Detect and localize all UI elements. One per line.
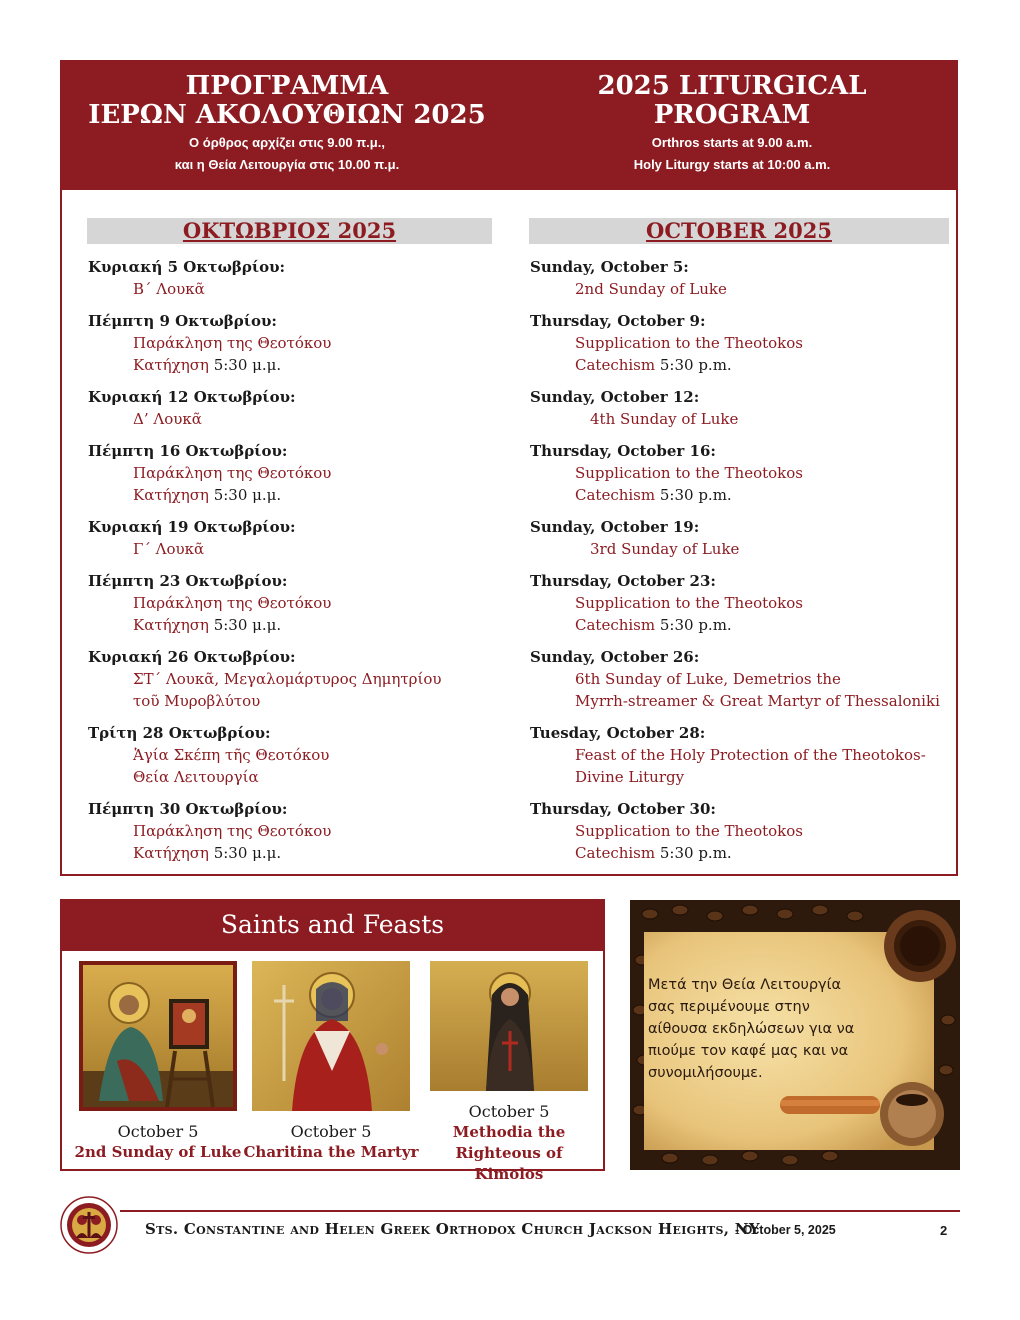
saint-card-methodia: [421, 961, 597, 1185]
schedule-entry: [88, 646, 508, 712]
entry-service: Divine Liturgy: [575, 768, 685, 786]
coffee-text-line: πιούμε τον καφέ μας και να: [648, 1043, 849, 1059]
entry-service: Παράκληση της Θεοτόκου: [133, 464, 332, 482]
schedule-entry: [88, 798, 508, 864]
entry-service: 3rd Sunday of Luke: [590, 540, 740, 558]
catechism-time: 5:30 μ.μ.: [208, 356, 282, 374]
english-header: [512, 72, 952, 176]
liturgical-program-box: [60, 60, 958, 876]
entry-date: Κυριακή 19 Οκτωβρίου:: [88, 518, 296, 536]
catechism-time: 5:30 p.m.: [655, 844, 732, 862]
greek-month-heading: ΟΚΤΩΒΡΙΟΣ 2025: [87, 218, 492, 244]
coffee-text-line: Μετά την Θεία Λειτουργία: [648, 977, 842, 993]
entry-date: Τρίτη 28 Οκτωβρίου:: [88, 724, 271, 742]
page-number: 2: [940, 1223, 948, 1238]
greek-schedule: [88, 256, 508, 874]
entry-catechism: [88, 842, 508, 864]
schedule-entry: [530, 570, 950, 636]
entry-date: Thursday, October 9:: [530, 312, 706, 330]
greek-liturgy-time: και η Θεία Λειτουργία στις 10.00 π.μ.: [174, 157, 400, 172]
catechism-label: Κατήχηση: [133, 356, 209, 374]
entry-service: Παράκληση της Θεοτόκου: [133, 594, 332, 612]
entry-service: 2nd Sunday of Luke: [575, 280, 727, 298]
english-schedule: [530, 256, 950, 874]
entry-catechism: [530, 842, 950, 864]
entry-date: Thursday, October 30:: [530, 800, 716, 818]
coffee-text-line: συνομιλήσουμε.: [648, 1065, 763, 1081]
catechism-label: Catechism: [575, 486, 656, 504]
program-header: [62, 62, 956, 190]
entry-date: Thursday, October 16:: [530, 442, 716, 460]
catechism-time: 5:30 μ.μ.: [208, 616, 282, 634]
entry-date: Sunday, October 12:: [530, 388, 700, 406]
coffee-text-line: σας περιμένουμε στην: [648, 999, 810, 1015]
entry-date: Κυριακή 12 Οκτωβρίου:: [88, 388, 296, 406]
entry-date: Πέμπτη 16 Οκτωβρίου:: [88, 442, 288, 460]
entry-service: Ἁγία Σκέπη τῆς Θεοτόκου: [133, 746, 330, 764]
entry-date: Πέμπτη 23 Οκτωβρίου:: [88, 572, 288, 590]
saint-name-line2: Righteous of Kimolos: [455, 1144, 563, 1183]
entry-service: Β΄ Λουκᾶ: [133, 280, 205, 298]
schedule-entry: [530, 646, 950, 712]
schedule-entry: [530, 722, 950, 788]
icon-st-luke-image: [79, 961, 237, 1111]
catechism-label: Catechism: [575, 844, 656, 862]
entry-service: Feast of the Holy Protection of the Theotokos-: [575, 746, 926, 764]
entry-service: Supplication to the Theotokos: [575, 464, 803, 482]
catechism-label: Catechism: [575, 356, 656, 374]
schedule-entry: [530, 310, 950, 376]
catechism-time: 5:30 μ.μ.: [208, 486, 282, 504]
saints-and-feasts-box: [60, 899, 605, 1183]
entry-service: Supplication to the Theotokos: [575, 822, 803, 840]
schedule-entry: [530, 516, 950, 560]
entry-catechism: [530, 614, 950, 636]
entry-catechism: [530, 354, 950, 376]
schedule-entry: [88, 722, 508, 788]
entry-date: Sunday, October 26:: [530, 648, 700, 666]
entry-service: 4th Sunday of Luke: [590, 410, 739, 428]
footer-date: - October 5, 2025: [735, 1223, 836, 1237]
entry-service: Myrrh-streamer & Great Martyr of Thessaloniki: [575, 692, 940, 710]
schedule-entry: [88, 386, 508, 430]
catechism-label: Κατήχηση: [133, 616, 209, 634]
english-title-line1: 2025 LITURGICAL: [597, 71, 867, 101]
church-seal-logo: [60, 1196, 118, 1254]
saint-date: October 5: [117, 1122, 199, 1141]
english-title-line2: PROGRAM: [653, 100, 811, 130]
entry-service: Supplication to the Theotokos: [575, 594, 803, 612]
schedule-entry: [88, 516, 508, 560]
saint-name: 2nd Sunday of Luke: [74, 1143, 242, 1161]
greek-title-line1: ΠΡΟΓΡΑΜΜΑ: [185, 71, 389, 101]
footer-divider: [120, 1210, 960, 1212]
entry-service: Παράκληση της Θεοτόκου: [133, 334, 332, 352]
entry-service: Supplication to the Theotokos: [575, 334, 803, 352]
entry-service: Γ΄ Λουκᾶ: [133, 540, 205, 558]
coffee-text-line: αίθουσα εκδηλώσεων για να: [648, 1021, 855, 1037]
entry-service: 6th Sunday of Luke, Demetrios the: [575, 670, 841, 688]
schedule-entry: [530, 798, 950, 864]
schedule-entry: [88, 570, 508, 636]
saint-card-charitina: [243, 961, 419, 1163]
catechism-time: 5:30 μ.μ.: [208, 844, 282, 862]
english-month-heading: OCTOBER 2025: [529, 218, 949, 244]
icon-methodia-image: [430, 961, 588, 1091]
entry-catechism: [88, 484, 508, 506]
entry-date: Κυριακή 5 Οκτωβρίου:: [88, 258, 286, 276]
footer-church-name: Sts. Constantine and Helen Greek Orthodox Church Jackson Heights, NY: [145, 1220, 760, 1238]
entry-date: Sunday, October 5:: [530, 258, 689, 276]
entry-service: Παράκληση της Θεοτόκου: [133, 822, 332, 840]
saints-title: Saints and Feasts: [62, 901, 603, 951]
entry-date: Sunday, October 19:: [530, 518, 700, 536]
saint-date: October 5: [290, 1122, 372, 1141]
catechism-label: Κατήχηση: [133, 486, 209, 504]
greek-orthros-time: Ο όρθρος αρχίζει στις 9.00 π.μ.,: [189, 135, 385, 150]
entry-date: Κυριακή 26 Οκτωβρίου:: [88, 648, 296, 666]
greek-header: [67, 72, 507, 176]
saint-name-line1: Methodia the: [452, 1123, 566, 1141]
entry-service: τοῦ Μυροβλύτου: [133, 692, 261, 710]
catechism-time: 5:30 p.m.: [655, 356, 732, 374]
schedule-entry: [88, 440, 508, 506]
english-orthros-time: Orthros starts at 9.00 a.m.: [651, 135, 813, 150]
entry-catechism: [530, 484, 950, 506]
entry-catechism: [88, 614, 508, 636]
catechism-label: Κατήχηση: [133, 844, 209, 862]
catechism-time: 5:30 p.m.: [655, 616, 732, 634]
entry-date: Πέμπτη 30 Οκτωβρίου:: [88, 800, 288, 818]
schedule-entry: [530, 256, 950, 300]
catechism-time: 5:30 p.m.: [655, 486, 732, 504]
entry-catechism: [88, 354, 508, 376]
icon-charitina-image: [252, 961, 410, 1111]
entry-service: Θεία Λειτουργία: [133, 768, 259, 786]
coffee-hour-announcement: [630, 900, 960, 1170]
schedule-entry: [530, 440, 950, 506]
saint-date: October 5: [468, 1102, 550, 1121]
schedule-entry: [88, 310, 508, 376]
entry-date: Πέμπτη 9 Οκτωβρίου:: [88, 312, 277, 330]
entry-service: ΣΤ΄ Λουκᾶ, Μεγαλομάρτυρος Δημητρίου: [133, 670, 442, 688]
entry-date: Tuesday, October 28:: [530, 724, 706, 742]
schedule-entry: [530, 386, 950, 430]
schedule-entry: [88, 256, 508, 300]
saint-name: Charitina the Martyr: [243, 1143, 419, 1161]
coffee-invitation-text: [648, 974, 908, 1084]
saint-card-luke: [70, 961, 246, 1163]
greek-title-line2: ΙΕΡΩΝ ΑΚΟΛΟΥΘΙΩΝ 2025: [88, 100, 486, 130]
catechism-label: Catechism: [575, 616, 656, 634]
entry-service: Δ’ Λουκᾶ: [133, 410, 202, 428]
english-liturgy-time: Holy Liturgy starts at 10:00 a.m.: [633, 157, 831, 172]
entry-date: Thursday, October 23:: [530, 572, 716, 590]
